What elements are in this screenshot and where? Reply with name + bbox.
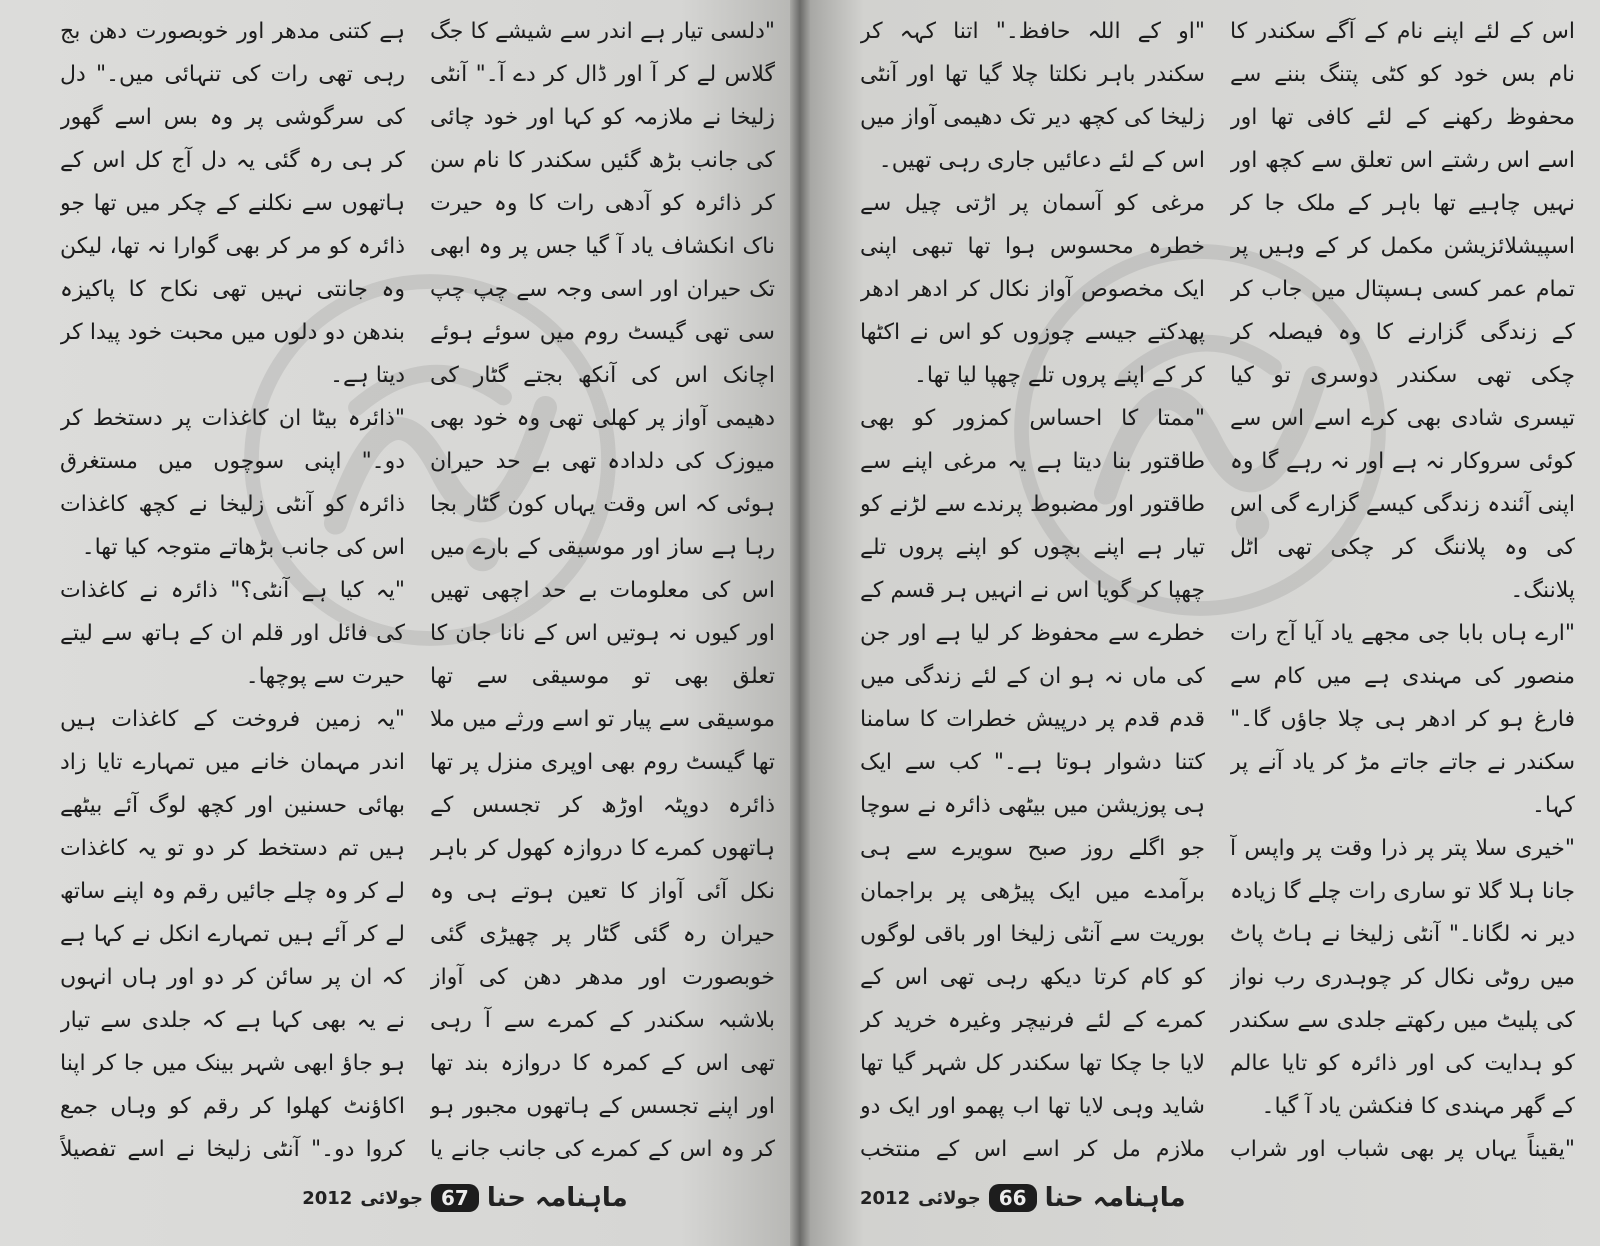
page-number: 66 xyxy=(989,1184,1037,1212)
footer-year: 2012 xyxy=(302,1187,353,1209)
magazine-name: ماہنامہ حنا xyxy=(486,1183,628,1213)
paragraph: "یقیناً یہاں پر بھی شباب اور شراب xyxy=(1230,1137,1575,1162)
magazine-name: ماہنامہ حنا xyxy=(1044,1183,1186,1213)
paragraph: "ذائرہ بیٹا ان کاغذات پر دستخط کر دو۔" اپنی سوچوں میں مستغرق ذائرہ کو آنٹی زلیخا نے کچھ کاغذات اس کی جانب بڑھاتے متوجہ کیا تھا۔ xyxy=(60,406,405,560)
text-column-left xyxy=(860,10,1205,1175)
paragraph: "ممتا کا احساس کمزور کو بھی طاقتور بنا دیتا ہے یہ مرغی اپنے سے طاقتور اور مضبوط پرندے سے لڑنے کو تیار ہے اپنے بچوں کو اپنے پروں تلے چھپا کر گویا اس نے انہیں ہر قسم کے خطرے سے محفوظ کر لیا ہے اور جن کی ماں نہ ہو ان کے لئے زندگی میں قدم قدم پر درپیش خطرات کا سامنا کتنا دشوار ہوتا ہے۔" کب سے ایک ہی پوزیشن میں بیٹھی ذائرہ نے سوچا جو اگلے روز صبح سویرے سے ہی برآمدے میں ایک پیڑھی پر براجمان بوریت سے آنٹی زلیخا اور باقی لوگوں کو کام کرتا دیکھ رہی تھی اس کے کمرے کے لئے فرنیچر وغیرہ خرید کر لایا جا چکا تھا سکندر کل شہر گیا تھا شاید وہی لایا تھا اب پھمو اور ایک دو ملازم مل کر اسے اس کے منتخب xyxy=(860,406,1205,1162)
page-footer xyxy=(860,1178,1190,1218)
page-gutter xyxy=(790,0,810,1246)
paragraph: "یہ زمین فروخت کے کاغذات ہیں اندر مہمان خانے میں تمہارے تایا زاد بھائی حسنین اور کچھ لوگ آئے بیٹھے ہیں تم دستخط کر دو تو یہ کاغذات لے کر وہ چلے جائیں رقم وہ اپنے ساتھ لے کر آئے ہیں تمہارے انکل نے کہا ہے کہ ان پر سائن کر دو اور ہاں انہوں نے یہ بھی کہا ہے کہ جلدی سے تیار ہو جاؤ ابھی شہر بینک میں جا کر اپنا اکاؤنٹ کھلوا کر رقم کو وہاں جمع کروا دو۔" آنٹی زلیخا نے اسے تفصیلاً xyxy=(60,707,405,1162)
footer-year: 2012 xyxy=(860,1187,911,1209)
text-column-left xyxy=(60,10,405,1175)
page-number: 67 xyxy=(431,1184,479,1212)
page-footer xyxy=(300,1178,630,1218)
paragraph: اس کے لئے اپنے نام کے آگے سکندر کا نام بس خود کو کٹی پتنگ بننے سے محفوظ رکھنے کے لئے کافی تھا اور اسے اس رشتے اس تعلق سے کچھ اور نہیں چاہیے تھا باہر کے ملک جا کر اسپیشلائزیشن مکمل کر کے وہیں پر تمام عمر کسی ہسپتال میں جاب کر کے زندگی گزارنے کا وہ فیصلہ کر چکی تھی سکندر دوسری تو کیا تیسری شادی بھی کرے اسے اس سے کوئی سروکار نہ ہے اور نہ رہے گا وہ اپنی آئندہ زندگی کیسے گزارے گی اس کی وہ پلاننگ کر چکی تھی اٹل پلاننگ۔ xyxy=(1230,19,1575,603)
paragraph: "یہ کیا ہے آنٹی؟" ذائرہ نے کاغذات کی فائل اور قلم ان کے ہاتھ سے لیتے حیرت سے پوچھا۔ xyxy=(60,578,405,689)
footer-month: جولائی xyxy=(360,1187,423,1209)
text-column-right xyxy=(1230,10,1575,1175)
paragraph: "خیری سلا پتر پر ذرا وقت پر واپس آ جانا ہلا گلا تو ساری رات چلے گا زیادہ دیر نہ لگانا۔" آنٹی زلیخا نے ہاٹ پاٹ میں روٹی نکال کر چوہدری رب نواز کی پلیٹ میں رکھتے جلدی سے سکندر کو ہدایت کی اور ذائرہ کو تایا عالم کے گھر مہندی کا فنکشن یاد آ گیا۔ xyxy=(1230,836,1575,1119)
paragraph: "ارے ہاں بابا جی مجھے یاد آیا آج رات منصور کی مہندی ہے میں کام سے فارغ ہو کر ادھر ہی چلا جاؤں گا۔" سکندر نے جاتے جاتے مڑ کر یاد آنے پر کہا۔ xyxy=(1230,621,1575,818)
right-page xyxy=(800,0,1600,1246)
text-column-right xyxy=(430,10,775,1175)
paragraph: مرغی کو آسمان پر اڑتی چیل سے خطرہ محسوس ہوا تھا تبھی اپنی ایک مخصوص آواز نکال کر ادھر ادھر پھدکتے جیسے چوزوں کو اس نے اکٹھا کر کے اپنے پروں تلے چھپا لیا تھا۔ xyxy=(860,191,1205,388)
paragraph: "دلسی تیار ہے اندر سے شیشے کا جگ گلاس لے کر آ اور ڈال کر دے آ۔" آنٹی زلیخا نے ملازمہ کو کہا اور خود چائی کی جانب بڑھ گئیں سکندر کا نام سن کر ذائرہ کو آدھی رات کا وہ حیرت ناک انکشاف یاد آ گیا جس پر وہ ابھی تک حیران اور اسی وجہ سے چپ چپ سی تھی گیسٹ روم میں سوئے ہوئے اچانک اس کی آنکھ بجتے گٹار کی دھیمی آواز پر کھلی تھی وہ خود بھی میوزک کی دلدادہ تھی بے حد حیران ہوئی کہ اس وقت یہاں کون گٹار بجا رہا ہے ساز اور موسیقی کے بارے میں اس کی معلومات بے حد اچھی تھیں اور کیوں نہ ہوتیں اس کے نانا جان کا تعلق بھی تو موسیقی سے تھا موسیقی سے پیار تو اسے ورثے میں ملا تھا گیسٹ روم بھی اوپری منزل پر تھا ذائرہ دوپٹہ اوڑھ کر تجسس کے ہاتھوں کمرے کا دروازہ کھول کر باہر نکل آئی آواز کا تعین ہوتے ہی وہ حیران رہ گئی گٹار پر چھیڑی گئی خوبصورت اور مدھر دھن کی آواز بلاشبہ سکندر کے کمرے سے آ رہی تھی اس کے کمرہ کا دروازہ بند تھا اور اپنے تجسس کے ہاتھوں مجبور ہو کر وہ اس کے کمرے کی جانب جانے یا xyxy=(430,19,775,1162)
paragraph: "او کے اللہ حافظ۔" اتنا کہہ کر سکندر باہر نکلتا چلا گیا تھا اور آنٹی زلیخا کی کچھ دیر تک دھیمی آواز میں اس کے لئے دعائیں جاری رہی تھیں۔ xyxy=(860,19,1205,173)
footer-month: جولائی xyxy=(918,1187,981,1209)
paragraph: ہے کتنی مدھر اور خوبصورت دھن بج رہی تھی رات کی تنہائی میں۔" دل کی سرگوشی پر وہ بس اسے گھور کر ہی رہ گئی یہ دل آج کل اس کے ہاتھوں سے نکلنے کے چکر میں تھا جو ذائرہ کو مر کر بھی گوارا نہ تھا، لیکن وہ جانتی نہیں تھی نکاح کا پاکیزہ بندھن دو دلوں میں محبت خود پیدا کر دیتا ہے۔ xyxy=(60,19,405,388)
